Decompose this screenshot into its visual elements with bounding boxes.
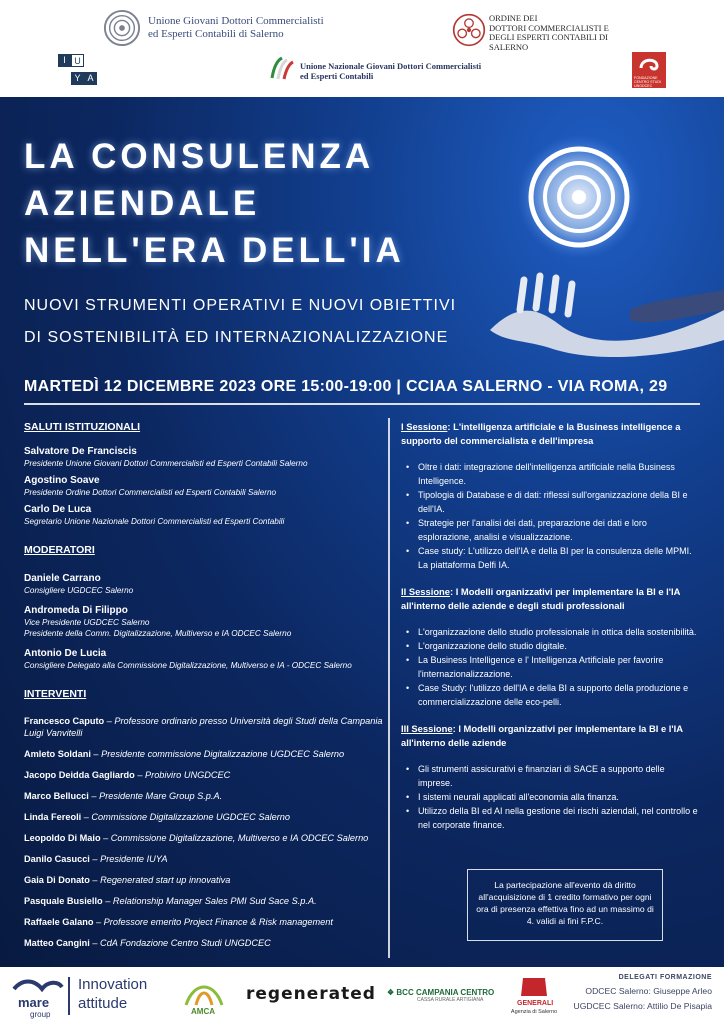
amca-logo: [178, 975, 230, 1017]
svg-text:group: group: [30, 1010, 51, 1019]
intervento-entry: Amleto Soldani – Presidente commissione Digitalizzazione UGDCEC Salerno: [24, 749, 345, 759]
session-3-bullets: [401, 762, 701, 832]
odcec-seal-icon: [452, 13, 486, 47]
event-date-location: MARTEDÌ 12 DICEMBRE 2023 ORE 15:00-19:00 | CCIAA SALERNO - VIA ROMA, 29: [24, 378, 668, 395]
generali-lion-icon: [505, 972, 563, 1008]
moderatori-heading: MODERATORI: [24, 544, 95, 556]
ungdc-name: Unione Nazionale Giovani Dottori Commercialisti ed Esperti Contabili: [300, 61, 482, 81]
iuya-logo: I U Y A: [58, 54, 96, 89]
fcs-mark-icon: [632, 52, 666, 74]
intervento-entry: Matteo Cangini – CdA Fondazione Centro Studi UNGDCEC: [24, 938, 271, 948]
intervento-entry: Marco Bellucci – Presidente Mare Group S.p.A.: [24, 791, 223, 801]
session-1-bullets: [401, 460, 701, 572]
session-1-title: I Sessione: L'intelligenza artificiale e la Business intelligence a supporto del commercialista e dell'impresa: [401, 421, 681, 446]
glowing-ugdc-seal-icon: [514, 132, 644, 262]
event-subtitle: NUOVI STRUMENTI OPERATIVI E NUOVI OBIETTIVI DI SOSTENIBILITÀ ED INTERNAZIONALIZZAZIONE: [24, 297, 457, 346]
list-item: • Oltre i dati: integrazione dell'intelligenza artificiale nella Business Intelligence.: [401, 460, 701, 488]
mare-group-logo: [8, 975, 64, 1019]
speaker-entry: Carlo De Luca Segretario Unione Nazionale Dottori Commercialisti ed Esperti Contabili: [24, 504, 285, 526]
event-title: LA CONSULENZA AZIENDALE NELL'ERA DELL'IA: [24, 137, 405, 270]
moderator-entry: Andromeda Di Filippo Vice Presidente UGDCEC Salerno Presidente della Comm. Digitalizzazione, Multiverso e IA ODCEC Salerno: [24, 605, 292, 638]
saluti-heading: SALUTI ISTITUZIONALI: [24, 421, 141, 433]
session-2-bullets: [401, 625, 701, 709]
list-item: • Gli strumenti assicurativi e finanziari di SACE a supporto delle imprese.: [401, 762, 701, 790]
ungdc-flag-icon: [268, 54, 296, 82]
list-item: • La Business Intelligence e l' Intelligenza Artificiale per favorire l'internazionalizzazione.: [401, 653, 701, 681]
odcec-name: ORDINE DEI DOTTORI COMMERCIALISTI E DEGLI ESPERTI CONTABILI DI SALERNO: [489, 13, 609, 52]
intervento-entry: Linda Fereoli – Commissione Digitalizzazione UGDCEC Salerno: [24, 812, 291, 822]
list-item: • L'organizzazione dello studio digitale.: [401, 639, 701, 653]
speaker-entry: Salvatore De Franciscis Presidente Unione Giovani Dottori Commercialisti ed Esperti Contabili Salerno: [24, 446, 308, 468]
svg-text:GENERALI: GENERALI: [517, 1000, 554, 1007]
intervento-entry: Jacopo Deidda Gagliardo – Probiviro UNGDCEC: [24, 770, 231, 780]
moderator-entry: Daniele Carrano Consigliere UGDCEC Salerno: [24, 573, 134, 595]
list-item: • Utilizzo della BI ed AI nella gestione dei rischi aziendali, nel controllo e nel corporate finance.: [401, 804, 701, 832]
list-item: • Strategie per l'analisi dei dati, preparazione dei dati e loro esplorazione, analisi e visualizzazione.: [401, 516, 701, 544]
session-2-title: II Sessione: I Modelli organizzativi per implementare la BI e l'IA all'interno delle aziende e degli studi professionali: [401, 586, 681, 611]
credit-note-box: La partecipazione all'evento dà diritto all'acquisizione di 1 credito formativo per ogni ora di presenza effettiva fino ad un massimo di 4. validi ai fini F.P.C.: [467, 869, 663, 941]
svg-text:mare: mare: [18, 995, 50, 1010]
ugdc-name: Unione Giovani Dottori Commercialisti ed Esperti Contabili di Salerno: [148, 15, 324, 40]
footer-divider: [68, 977, 70, 1015]
intervento-entry: Danilo Casucci – Presidente IUYA: [24, 854, 168, 864]
divider-line: [24, 403, 700, 405]
intervento-entry: Leopoldo Di Maio – Commissione Digitalizzazione, Multiverso e IA ODCEC Salerno: [24, 833, 369, 843]
list-item: • Case Study: l'utilizzo dell'IA e della BI a supporto della produzione e commercializzazione delle eco-pelli.: [401, 681, 701, 709]
generali-logo: GENERALI Agenzia di Salerno: [505, 972, 563, 1020]
regenerated-logo: regenerated: [246, 984, 376, 1004]
innovation-attitude-tagline: Innovation attitude: [78, 976, 148, 1012]
list-item: • Case study: L'utilizzo dell'IA e della BI per la consulenza delle MPMI. La piattaforma Delfi IA.: [401, 544, 701, 572]
ugdc-seal-icon: [103, 9, 141, 47]
speakers-column: [24, 420, 384, 949]
intervento-entry: Raffaele Galano – Professore emerito Project Finance & Risk management: [24, 917, 333, 927]
fondazione-centro-studi-logo: FONDAZIONE CENTRO STUDI UNGDCEC: [632, 52, 666, 88]
list-item: • L'organizzazione dello studio professionale in ottica della sostenibilità.: [401, 625, 701, 639]
sponsors-footer: [0, 967, 724, 1024]
svg-text:AMCA: AMCA: [191, 1007, 215, 1016]
header-logos: [0, 0, 724, 97]
list-item: • I sistemi neurali applicati all'economia alla finanza.: [401, 790, 701, 804]
robotic-hand-icon: [480, 270, 724, 360]
speaker-entry: Agostino Soave Presidente Ordine Dottori Commercialisti ed Esperti Contabili Salerno: [24, 475, 277, 497]
intervento-entry: Gaia Di Donato – Regenerated start up innovativa: [24, 875, 231, 885]
session-3-title: III Sessione: I Modelli organizzativi per implementare la BI e l'IA all'interno delle aziende: [401, 723, 683, 748]
intervento-entry: Pasquale Busiello – Relationship Manager Sales PMI Sud Sace S.p.A.: [24, 896, 317, 906]
interventi-heading: INTERVENTI: [24, 688, 87, 700]
sessions-column: [401, 420, 701, 832]
list-item: • Tipologia di Database e di dati: riflessi sull'organizzazione della BI e dell'IA.: [401, 488, 701, 516]
bcc-campania-centro-logo: ❖ BCC CAMPANIA CENTRO CASSA RURALE ARTIGIANA: [387, 988, 495, 1003]
intervento-entry: Francesco Caputo – Professore ordinario presso Università degli Studi della Campania Luigi Vanvitelli: [24, 716, 383, 738]
bcc-leaf-icon: ❖: [387, 988, 397, 997]
moderator-entry: Antonio De Lucia Consigliere Delegato alla Commissione Digitalizzazione, Multiverso e IA - ODCEC Salerno: [24, 648, 352, 670]
column-divider: [388, 418, 390, 958]
delegati-formazione: DELEGATI FORMAZIONE ODCEC Salerno: Giuseppe Arleo UGDCEC Salerno: Attilio De Pisapia: [573, 974, 712, 1011]
